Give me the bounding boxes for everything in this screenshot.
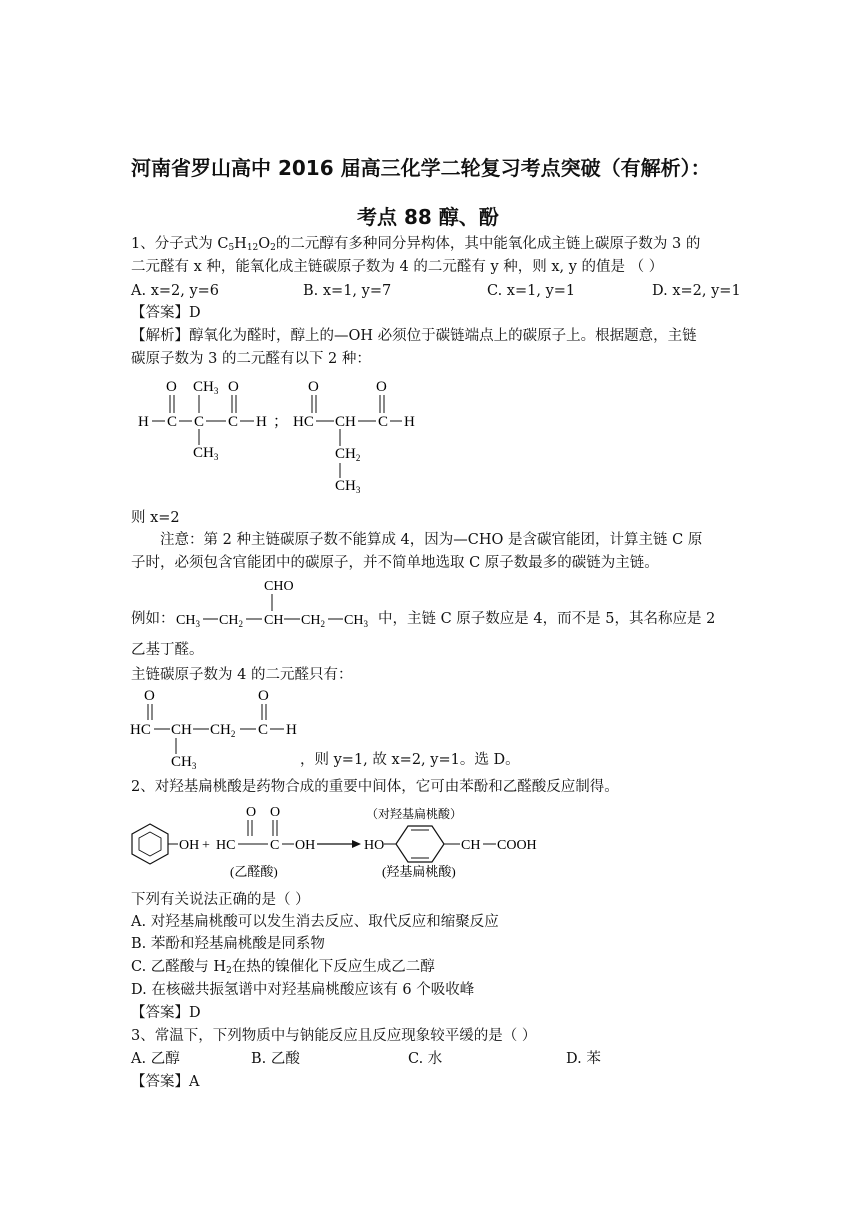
q1-stem: 1、分子式为 $C_5H_{12}O_2$的二元醇有多种同分异构体，其中能氧化成主链上碳原子数为 3 的 xyxy=(131,236,701,253)
svg-text:HC: HC xyxy=(216,838,236,853)
svg-text:(乙醛酸): (乙醛酸) xyxy=(230,864,278,879)
svg-text:HC: HC xyxy=(130,722,151,738)
q1-option-a: A. x=2, y=6 xyxy=(131,283,220,299)
svg-text:CH2: $CH_2$ xyxy=(335,446,361,463)
q2-option-c: C. 乙醛酸与 $H_2$在热的镍催化下反应生成乙二醇 xyxy=(131,959,435,976)
svg-text:HC: HC xyxy=(293,414,314,430)
q1-example-line2: 乙基丁醛。 xyxy=(131,642,204,658)
svg-text:O: O xyxy=(308,379,319,395)
svg-text:C: C xyxy=(167,414,178,430)
svg-text:OH: OH xyxy=(295,838,316,853)
page-subtitle: 考点 88 醇、酚 xyxy=(357,205,499,229)
methylbutanedial-structure xyxy=(128,684,313,774)
q1-note-line2: 子时，必须包含官能团中的碳原子，并不简单地选取 C 原子数最多的碳链为主链。 xyxy=(131,555,659,571)
svg-text:CH3: $CH_3$ xyxy=(171,754,197,771)
svg-text:OH: OH xyxy=(179,838,200,853)
svg-text:CH3: $CH_3$ xyxy=(193,379,219,396)
svg-text:CH2: $CH_2$ xyxy=(219,613,243,629)
svg-text:O: O xyxy=(376,379,387,395)
svg-text:CH2: $CH_2$ xyxy=(210,722,236,739)
q3-option-d: D. 苯 xyxy=(566,1051,601,1067)
q1-analysis: 【解析】醇氧化为醛时，醇上的—OH 必须位于碳链端点上的碳原子上。根据题意，主链 xyxy=(131,328,697,344)
svg-text:CHO: CHO xyxy=(264,579,294,594)
svg-text:CH3: $CH_3$ xyxy=(344,613,368,629)
svg-text:H: H xyxy=(404,414,415,430)
q2-option-b: B. 苯酚和羟基扁桃酸是同系物 xyxy=(131,936,325,952)
svg-text:C: C xyxy=(378,414,389,430)
q1-stem-line2: 二元醛有 x 种，能氧化成主链碳原子数为 4 的二元醛有 y 种，则 x, y 的值是 （ ） xyxy=(131,259,664,275)
svg-text:HO: HO xyxy=(364,838,385,853)
svg-text:O: O xyxy=(246,805,257,820)
svg-text:O: O xyxy=(166,379,177,395)
svg-text:CH: CH xyxy=(335,414,356,430)
svg-text:O: O xyxy=(228,379,239,395)
svg-text:CH3: $CH_3$ xyxy=(335,478,361,495)
svg-text:；: ； xyxy=(273,414,289,430)
q1-x-result: 则 x=2 xyxy=(131,510,180,526)
svg-text:+: + xyxy=(202,838,210,853)
q3-option-c: C. 水 xyxy=(408,1051,443,1067)
svg-text:CH3: $CH_3$ xyxy=(176,613,200,629)
q3-option-a: A. 乙醇 xyxy=(131,1051,180,1067)
q1-option-c: C. x=1, y=1 xyxy=(487,283,576,299)
svg-text:CH2: $CH_2$ xyxy=(301,613,325,629)
reaction-scheme xyxy=(130,802,560,884)
svg-text:H: H xyxy=(256,414,267,430)
q2-option-a: A. 对羟基扁桃酸可以发生消去反应、取代反应和缩聚反应 xyxy=(131,914,499,930)
q1-only-line: 主链碳原子数为 4 的二元醛只有： xyxy=(131,667,353,683)
svg-text:O: O xyxy=(144,688,155,704)
q3-option-b: B. 乙酸 xyxy=(251,1051,300,1067)
svg-text:COOH: COOH xyxy=(497,838,537,853)
q1-answer: 【答案】D xyxy=(131,305,201,321)
svg-text:CH3: $CH_3$ xyxy=(193,445,219,462)
page-title: 河南省罗山高中 2016 届高三化学二轮复习考点突破（有解析）： xyxy=(131,156,711,180)
svg-text:C: C xyxy=(194,414,205,430)
svg-text:(羟基扁桃酸): (羟基扁桃酸) xyxy=(382,864,456,879)
svg-text:H: H xyxy=(138,414,149,430)
q2-stem: 2、对羟基扁桃酸是药物合成的重要中间体，它可由苯酚和乙醛酸反应制得。 xyxy=(131,779,619,795)
q1-example-suffix: 中，主链 C 原子数应是 4，而不是 5，其名称应是 2 xyxy=(378,611,716,627)
q1-option-b: B. x=1, y=7 xyxy=(303,283,392,299)
q2-answer: 【答案】D xyxy=(131,1005,201,1021)
svg-text:CH: CH xyxy=(264,613,284,628)
q1-analysis-line2: 碳原子数为 3 的二元醛有以下 2 种： xyxy=(131,351,371,367)
q1-conclusion: ，则 y=1, 故 x=2, y=1。选 D。 xyxy=(300,752,520,768)
dialdehyde-structures xyxy=(130,372,430,496)
svg-text:CH: CH xyxy=(461,838,481,853)
svg-text:C: C xyxy=(228,414,239,430)
svg-text:O: O xyxy=(258,688,269,704)
svg-text:CH: CH xyxy=(171,722,192,738)
q1-note: 注意：第 2 种主链碳原子数不能算成 4，因为—CHO 是含碳官能团，计算主链 C 原 xyxy=(160,532,703,548)
q2-option-d: D. 在核磁共振氢谱中对羟基扁桃酸应该有 6 个吸收峰 xyxy=(131,982,475,998)
svg-text:C: C xyxy=(258,722,269,738)
q3-stem: 3、常温下，下列物质中与钠能反应且反应现象较平缓的是（ ） xyxy=(131,1028,537,1044)
q1-example-prefix: 例如： xyxy=(131,611,175,627)
q1-option-d: D. x=2, y=1 xyxy=(652,283,741,299)
svg-text:C: C xyxy=(270,838,280,853)
svg-text:H: H xyxy=(286,722,297,738)
example-formula xyxy=(176,575,406,635)
svg-text:（对羟基扁桃酸）: （对羟基扁桃酸） xyxy=(366,807,463,821)
q2-question: 下列有关说法正确的是（ ） xyxy=(131,892,310,908)
q3-answer: 【答案】A xyxy=(131,1074,200,1090)
svg-text:O: O xyxy=(270,805,281,820)
